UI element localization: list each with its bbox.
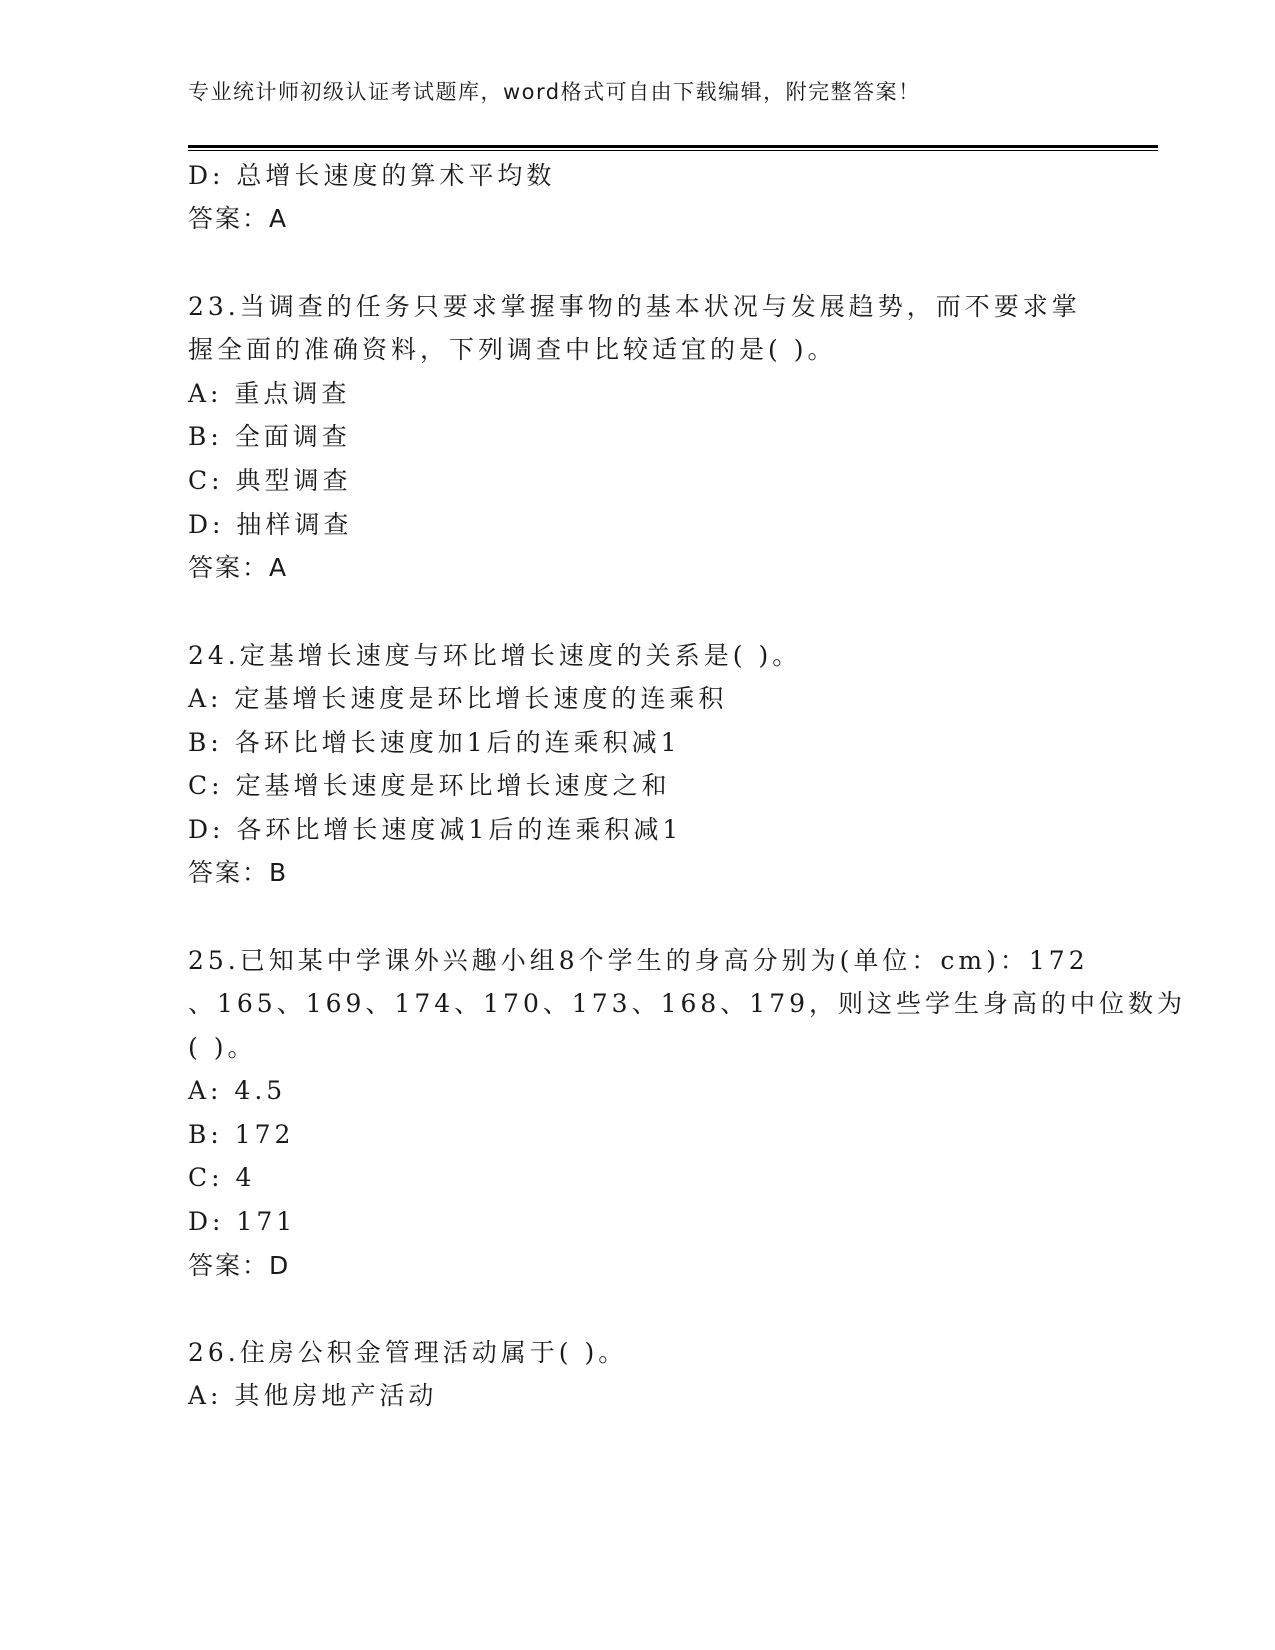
- q23-option-b: B: 全面调查: [188, 422, 351, 451]
- q23-answer: 答案：A: [188, 553, 289, 582]
- prev-option-d: D: 总增长速度的算术平均数: [188, 161, 556, 190]
- q23-option-d: D: 抽样调查: [188, 510, 353, 539]
- q24-option-a: A: 定基增长速度是环比增长速度的连乘积: [188, 684, 728, 713]
- q26-option-a: A: 其他房地产活动: [188, 1381, 438, 1410]
- q25-stem-line3: ( )。: [188, 1033, 257, 1062]
- q25-stem-line1: 25.已知某中学课外兴趣小组8个学生的身高分别为(单位：cm)：172: [188, 946, 1089, 975]
- q23-option-a: A: 重点调查: [188, 379, 351, 408]
- prev-answer: 答案：A: [188, 204, 289, 233]
- q24-option-d: D: 各环比增长速度减1后的连乘积减1: [188, 815, 683, 844]
- q24-answer: 答案：B: [188, 858, 289, 887]
- q25-answer: 答案：D: [188, 1251, 291, 1280]
- q25-stem-line2: 、165、169、174、170、173、168、179，则这些学生身高的中位数为: [188, 989, 1187, 1018]
- header-rule-thin: [188, 150, 1158, 151]
- q23-option-c: C: 典型调查: [188, 466, 352, 495]
- q25-option-b: B: 172: [188, 1120, 295, 1149]
- q23-stem-line2: 握全面的准确资料，下列调查中比较适宜的是( )。: [188, 335, 837, 364]
- q24-option-c: C: 定基增长速度是环比增长速度之和: [188, 771, 671, 800]
- q24-stem: 24.定基增长速度与环比增长速度的关系是( )。: [188, 641, 802, 670]
- q24-option-b: B: 各环比增长速度加1后的连乘积减1: [188, 728, 681, 757]
- q25-option-a: A: 4.5: [188, 1076, 287, 1105]
- q25-option-d: D: 171: [188, 1207, 297, 1236]
- header-rule-thick: [188, 145, 1158, 148]
- q23-stem-line1: 23.当调查的任务只要求掌握事物的基本状况与发展趋势，而不要求掌: [188, 292, 1081, 321]
- q26-stem: 26.住房公积金管理活动属于( )。: [188, 1338, 628, 1367]
- page-header: 专业统计师初级认证考试题库，word格式可自由下载编辑，附完整答案！: [188, 80, 921, 104]
- q25-option-c: C: 4: [188, 1163, 256, 1192]
